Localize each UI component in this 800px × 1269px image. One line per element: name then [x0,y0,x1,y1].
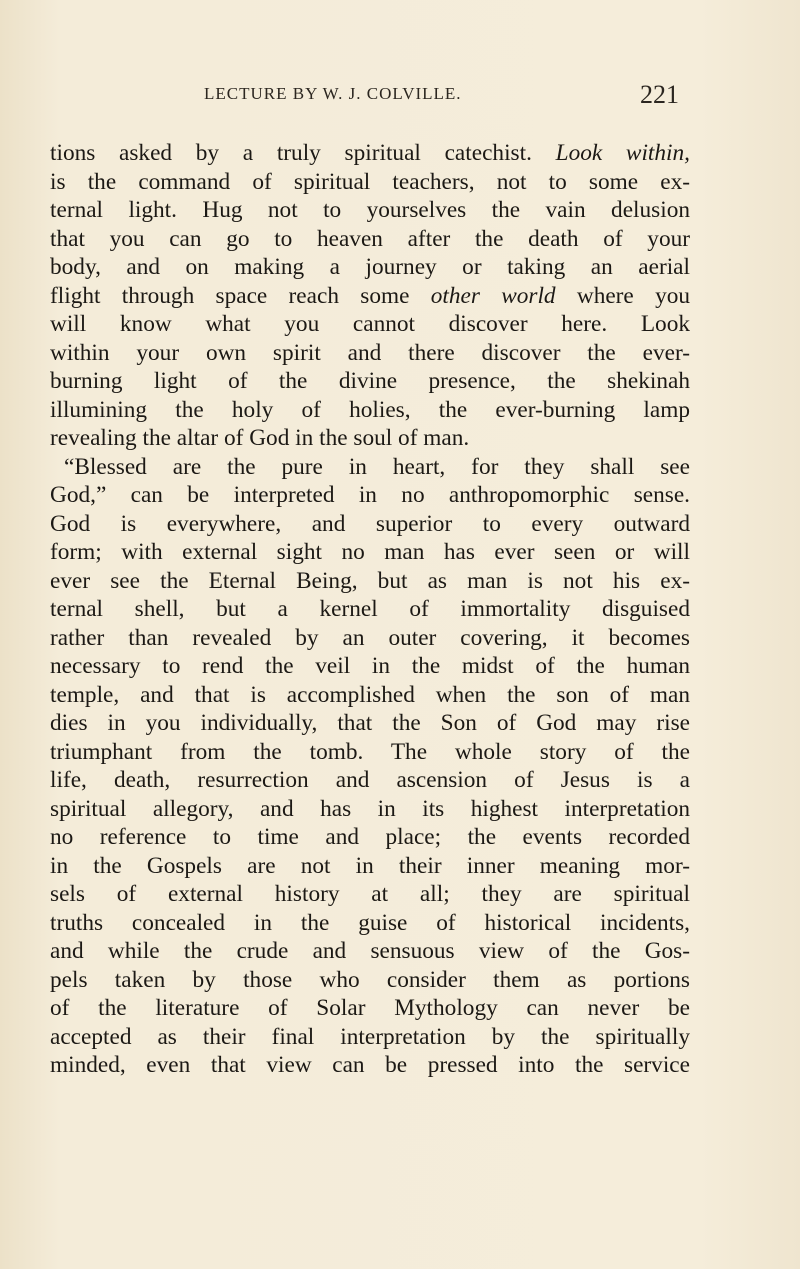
text-line-segment: God is everywhere, and superior to every outward [50,510,690,537]
text-line [50,852,690,881]
text-line [50,196,690,225]
text-line [50,681,690,710]
text-line-segment: sels of external history at all; they are spiritual [50,881,690,907]
text-line-segment: tions asked by a truly spiritual catechist. [50,140,556,166]
text-line [50,510,690,539]
text-line-segment: pels taken by those who consider them as portions [50,966,690,993]
text-line-segment: is the command of spiritual teachers, not to some ex- [50,168,690,195]
text-line-segment: form; with external sight no man has ever seen or will [50,539,690,565]
text-line-segment: illumining the holy of holies, the ever-burning lamp [50,396,690,423]
text-line [50,453,690,482]
text-line [50,253,690,282]
text-line-segment: will know what you cannot discover here. Look [50,311,690,337]
text-line-segment: dies in you individually, that the Son of God may rise [50,710,690,736]
text-line [50,909,690,938]
text-line [50,538,690,567]
text-line-segment: necessary to rend the veil in the midst of the human [50,653,690,679]
text-line [50,396,690,425]
text-line-segment: in the Gospels are not in their inner meaning mor- [50,852,690,879]
text-line [50,880,690,909]
text-line-segment: spiritual allegory, and has in its highest interpretation [50,795,690,822]
text-line [50,738,690,767]
text-line-segment: “Blessed are the pure in heart, for they shall see [64,453,690,480]
text-line [50,766,690,795]
text-line-segment: life, death, resurrection and ascension of Jesus is a [50,767,690,793]
text-line [50,624,690,653]
text-line-segment: where you [555,282,690,309]
text-line [50,1051,690,1080]
text-line-segment: and while the crude and sensuous view of the Gos- [50,938,690,964]
text-line [50,481,690,510]
text-line-segment: ternal shell, but a kernel of immortality disguised [50,596,690,622]
text-line [50,709,690,738]
text-line [50,225,690,254]
text-line [50,567,690,596]
page-number: 221 [640,80,679,109]
text-line-segment: ever see the Eternal Being, but as man is not his ex- [50,567,690,594]
text-line-segment: of the literature of Solar Mythology can never be [50,995,690,1021]
text-line-segment: truths concealed in the guise of historical incidents, [50,909,690,936]
text-line [50,823,690,852]
text-line [50,937,690,966]
text-line [50,795,690,824]
text-line [50,339,690,368]
text-line-segment: flight through space reach some [50,282,431,309]
text-line-segment: within your own spirit and there discover the ever- [50,339,690,366]
text-line-segment: that you can go to heaven after the death of your [50,225,690,252]
text-line [50,652,690,681]
text-line-segment: triumphant from the tomb. The whole story of the [50,738,690,765]
text-line [50,994,690,1023]
body-text [50,139,690,1080]
text-line [50,282,690,311]
text-line-segment: accepted as their final interpretation by the spiritually [50,1023,690,1050]
text-line-segment: ternal light. Hug not to yourselves the vain delusion [50,197,690,223]
text-line [50,424,690,453]
text-line [50,1023,690,1052]
italic-phrase: Look within, [555,140,690,166]
text-line-segment: revealing the altar of God in the soul of man. [50,425,470,451]
text-line [50,139,690,168]
text-line-segment: burning light of the divine presence, the shekinah [50,368,690,394]
page-header [0,80,800,120]
text-line-segment: no reference to time and place; the events recorded [50,824,690,850]
running-head: LECTURE BY W. J. COLVILLE. [204,84,462,103]
text-line [50,966,690,995]
text-line [50,367,690,396]
text-line-segment: God,” can be interpreted in no anthropomorphic sense. [50,482,690,508]
text-line [50,595,690,624]
text-line [50,168,690,197]
text-line-segment: temple, and that is accomplished when the son of man [50,681,690,708]
italic-phrase: other world [430,282,556,309]
text-line-segment: minded, even that view can be pressed into the service [50,1052,690,1078]
text-line-segment: body, and on making a journey or taking an aerial [50,254,690,280]
text-line [50,310,690,339]
text-line-segment: rather than revealed by an outer covering, it becomes [50,624,690,651]
